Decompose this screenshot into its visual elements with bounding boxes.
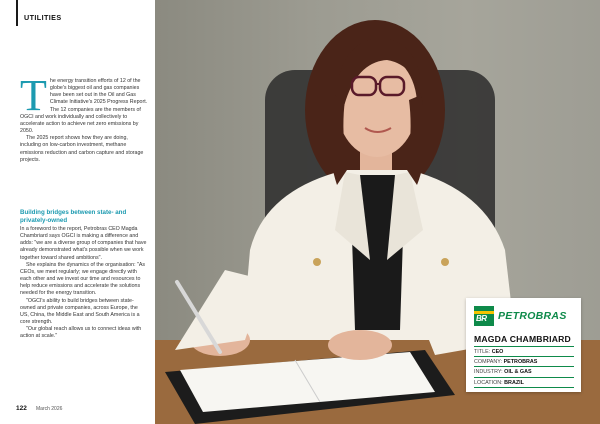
body-text xyxy=(20,226,148,341)
subheading: Building bridges between state- and privately-owned xyxy=(20,209,127,224)
page-number: 122 xyxy=(16,405,27,412)
issue-date: March 2026 xyxy=(36,406,63,412)
row-value: PETROBRAS xyxy=(503,358,538,365)
profile-row-title xyxy=(474,346,574,357)
body-paragraph: In a foreword to the report, Petrobras CEO Magda Chambriard says OGCI is making a difference and adds: "we are a diverse group of companies that have already demonstrated what's possible when we work together toward shared ambitions". xyxy=(20,226,147,261)
intro-paragraph-2: The 2025 report shows how they are doing, including on low-carbon investment, methane emissions reduction and carbon capture and storage projects. xyxy=(20,135,144,163)
intro-text xyxy=(20,71,150,164)
section-rule xyxy=(16,0,18,26)
br-logo-icon xyxy=(474,306,494,326)
intro-paragraph-1: he energy transition efforts of 12 of the globe's biggest oil and gas companies have been set out in the Oil and Gas Climate Initiative's 2025 Progress Report. The 12 companies are the members of OGCI and work individually and collectively to accelerate action to achieve net zero emissions by 2050. xyxy=(20,78,148,135)
section-tag: UTILITIES xyxy=(24,13,62,22)
profile-rows xyxy=(474,346,574,388)
article-column xyxy=(0,0,155,424)
dropcap: T xyxy=(20,71,47,120)
row-key: TITLE: xyxy=(474,349,491,355)
petrobras-logo xyxy=(474,306,567,326)
body-paragraph: She explains the dynamics of the organisation: "As CEOs, we meet regularly; we engage directly with each other and we invest our time and resources to help reduce emissions and accelerate the solutions needed for the energy transition. xyxy=(20,261,146,297)
profile-row-industry xyxy=(474,367,574,378)
person-name: MAGDA CHAMBRIARD xyxy=(474,334,571,344)
row-value: OIL & GAS xyxy=(504,369,532,375)
body-paragraph: "Our global reach allows us to connect ideas with action at scale." xyxy=(20,326,142,340)
nameplate-card xyxy=(466,298,581,392)
logo-wordmark: PETROBRAS xyxy=(498,310,567,322)
profile-row-company xyxy=(474,357,574,368)
row-key: INDUSTRY: xyxy=(474,369,503,375)
logo-mark-text: BR xyxy=(476,314,487,323)
row-key: LOCATION: xyxy=(474,379,503,386)
row-value: BRAZIL xyxy=(504,379,524,386)
row-key: COMPANY: xyxy=(474,358,503,365)
profile-row-location xyxy=(474,378,574,389)
row-value: CEO xyxy=(491,349,504,355)
body-paragraph: "OGCI's ability to build bridges between state-owned and private companies, across Europe, the US, China, the Middle East and South America is a core strength. xyxy=(20,297,140,326)
